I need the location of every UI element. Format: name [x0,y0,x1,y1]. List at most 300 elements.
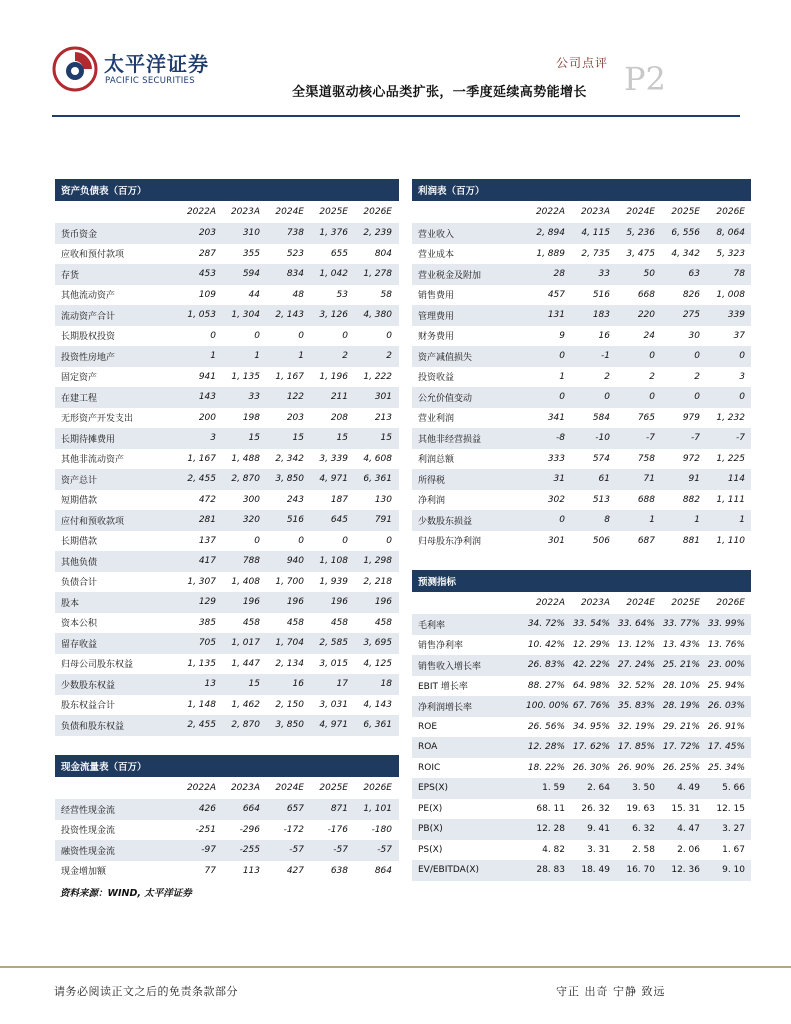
row-value: 979 [682,412,700,423]
logo-text-cn: 太平洋证券 [104,52,209,76]
table-row [55,674,399,695]
table-row [55,346,399,367]
row-label: ROE [418,721,438,732]
row-value: 1, 108 [319,556,348,567]
row-value: 882 [682,494,700,505]
row-label: 营业成本 [418,250,455,261]
row-value: 2, 735 [581,248,610,259]
table-row [55,326,399,347]
row-label: 公允价值变动 [418,393,473,404]
row-value: 122 [286,392,304,403]
table-row [412,758,751,779]
table-row [412,408,751,429]
row-value: 941 [198,371,216,382]
row-value: -1 [601,351,610,362]
table-row [412,860,751,881]
row-value: 13. 76% [707,639,745,650]
row-value: 1, 135 [187,658,216,669]
row-value: 12. 15 [716,803,745,814]
row-value: 513 [592,494,610,505]
row-label: 资产总计 [61,475,98,486]
table-row [412,285,751,306]
row-value: 3, 031 [319,699,348,710]
row-label: ROA [418,742,438,753]
row-value: -8 [556,433,565,444]
table-row [412,635,751,656]
row-value: 26. 83% [527,660,565,671]
table-row [55,613,399,634]
row-value: 1, 225 [716,453,745,464]
row-value: 2, 218 [363,576,392,587]
row-value: 18 [380,679,392,690]
row-value: 2 [694,371,700,382]
row-value: 114 [727,474,745,485]
row-value: 881 [682,535,700,546]
row-value: 13. 12% [617,639,655,650]
row-value: 33. 64% [617,619,655,630]
table-row [55,592,399,613]
row-value: 427 [286,865,304,876]
row-value: 1, 008 [716,289,745,300]
row-value: 25. 21% [662,660,700,671]
row-value: -296 [239,824,260,835]
row-label: 其他流动资产 [61,291,116,302]
row-value: 2, 894 [536,228,565,239]
year-header-row [55,201,399,223]
table-title: 资产负债表（百万） [55,179,399,201]
table-row [55,223,399,244]
row-value: 301 [547,535,565,546]
row-value: 758 [637,453,655,464]
row-value: -251 [195,824,216,835]
year-header: 2025E [319,783,348,793]
row-label: 无形资产开发支出 [61,414,134,425]
row-value: 203 [286,412,304,423]
table-row [55,408,399,429]
pacific-logo-icon [52,46,98,92]
row-value: 28. 19% [662,701,700,712]
row-value: 3, 850 [275,720,304,731]
row-value: 655 [330,248,348,259]
row-value: 6, 556 [671,228,700,239]
row-value: 17. 45% [707,742,745,753]
row-value: 574 [592,453,610,464]
row-value: 203 [198,228,216,239]
row-value: 88. 27% [527,680,565,691]
row-value: 213 [374,412,392,423]
row-value: -10 [595,433,610,444]
row-label: 长期待摊费用 [61,434,116,445]
row-value: 1. 67 [722,844,745,855]
table-row [412,737,751,758]
row-value: 220 [637,310,655,321]
row-value: 788 [242,556,260,567]
row-value: 16 [292,679,304,690]
table-row [55,428,399,449]
cash-flow-table [55,755,399,881]
row-value: 1, 304 [231,310,260,321]
table-row [55,367,399,388]
row-value: 3. 31 [587,844,610,855]
row-value: 13 [204,679,216,690]
row-value: 6. 32 [632,824,655,835]
row-value: 0 [342,535,348,546]
row-value: 1, 307 [187,576,216,587]
row-value: 18. 49 [581,865,610,876]
row-value: 29. 21% [662,721,700,732]
row-value: 12. 28 [536,824,565,835]
row-value: 17 [336,679,348,690]
row-value: 458 [242,617,260,628]
table-row [55,820,399,841]
row-label: 现金增加额 [61,867,107,878]
row-value: 0 [298,330,304,341]
report-headline: 全渠道驱动核心品类扩张，一季度延续高势能增长 [292,85,587,100]
row-value: 42. 22% [572,660,610,671]
row-value: 35. 83% [617,701,655,712]
table-row [55,861,399,882]
row-value: 77 [204,865,216,876]
page-number: P2 [624,60,666,98]
row-value: 458 [286,617,304,628]
table-row [55,449,399,470]
row-value: 2, 870 [231,474,260,485]
row-value: 3, 339 [319,453,348,464]
row-label: 投资收益 [418,373,455,384]
year-header-row [55,777,399,799]
row-value: 310 [242,228,260,239]
row-label: 投资性房地产 [61,352,116,363]
row-value: 130 [374,494,392,505]
row-value: 791 [374,515,392,526]
row-value: 301 [374,392,392,403]
row-value: 2, 585 [319,638,348,649]
row-value: 33. 99% [707,619,745,630]
table-row [412,510,751,531]
table-row [55,510,399,531]
row-value: 1, 017 [231,638,260,649]
row-value: 1, 101 [363,804,392,815]
row-label: 净利润 [418,496,446,507]
row-value: -57 [377,845,392,856]
row-value: 61 [598,474,610,485]
table-row [412,326,751,347]
row-value: -97 [201,845,216,856]
row-label: EV/EBITDA(X) [418,865,480,876]
row-value: 320 [242,515,260,526]
row-label: 流动资产合计 [61,311,116,322]
row-label: 销售收入增长率 [418,661,482,672]
row-value: 0 [298,535,304,546]
table-row [412,655,751,676]
row-label: 营业税金及附加 [418,270,482,281]
row-value: 26. 03% [707,701,745,712]
row-value: 0 [386,330,392,341]
row-value: 6, 361 [363,720,392,731]
row-value: 3, 015 [319,658,348,669]
row-value: 1. 59 [542,783,565,794]
row-value: 302 [547,494,565,505]
row-value: -176 [327,824,348,835]
row-value: 109 [198,289,216,300]
year-header: 2022A [535,207,565,217]
row-value: 1, 408 [231,576,260,587]
row-value: 1 [210,351,216,362]
row-value: 2. 06 [677,844,700,855]
row-value: 26. 30% [572,762,610,773]
year-header: 2023A [580,598,610,608]
table-row [55,531,399,552]
row-value: 3. 50 [632,783,655,794]
document-type: 公司点评 [556,56,609,70]
table-row [412,387,751,408]
row-value: 1 [298,351,304,362]
row-value: 1, 447 [231,658,260,669]
row-label: 毛利率 [418,620,446,631]
row-value: 765 [637,412,655,423]
table-row [412,428,751,449]
row-value: 48 [292,289,304,300]
year-header: 2024E [275,207,304,217]
row-value: 28 [553,269,565,280]
row-value: 4, 115 [581,228,610,239]
year-header: 2025E [671,598,700,608]
year-header: 2026E [716,207,745,217]
row-label: 利润总额 [418,455,455,466]
row-value: 1, 053 [187,310,216,321]
row-value: 2 [342,351,348,362]
row-value: 1, 110 [716,535,745,546]
row-value: 2, 342 [275,453,304,464]
row-label: 资产减值损失 [418,352,473,363]
row-value: 453 [198,269,216,280]
row-value: -7 [736,433,745,444]
row-value: 9. 10 [722,865,745,876]
row-value: 871 [330,804,348,815]
row-value: 355 [242,248,260,259]
row-value: 584 [592,412,610,423]
row-value: 516 [592,289,610,300]
row-label: 货币资金 [61,229,98,240]
row-value: 198 [242,412,260,423]
row-label: 投资性现金流 [61,826,116,837]
table-row [412,614,751,635]
table-row [55,715,399,736]
table-row [412,490,751,511]
table-row [412,819,751,840]
row-value: 33 [248,392,260,403]
row-value: 3 [739,371,745,382]
table-row [55,469,399,490]
row-value: 738 [286,228,304,239]
row-value: 12. 36 [671,865,700,876]
row-value: -7 [646,433,655,444]
row-label: 应收和预付款项 [61,250,125,261]
year-header-row [412,201,751,223]
row-value: 17. 72% [662,742,700,753]
table-row [412,305,751,326]
row-value: 0 [694,392,700,403]
row-value: 1, 196 [319,371,348,382]
row-value: 53 [336,289,348,300]
row-label: 少数股东权益 [61,680,116,691]
row-value: 0 [649,392,655,403]
table-row [55,840,399,861]
row-value: 31 [553,474,565,485]
row-value: 472 [198,494,216,505]
row-value: 0 [739,392,745,403]
row-value: 26. 56% [527,721,565,732]
row-label: 其他非流动资产 [61,455,125,466]
row-value: 1, 222 [363,371,392,382]
row-label: 销售费用 [418,291,455,302]
row-label: 净利润增长率 [418,702,473,713]
row-value: 3. 27 [722,824,745,835]
row-value: 333 [547,453,565,464]
table-row [55,244,399,265]
row-label: 长期借款 [61,537,98,548]
row-label: 少数股东损益 [418,516,473,527]
row-value: 91 [688,474,700,485]
row-value: 8, 064 [716,228,745,239]
row-value: 2. 64 [587,783,610,794]
row-label: 股本 [61,598,80,609]
row-value: 0 [559,392,565,403]
row-value: 25. 34% [707,762,745,773]
row-value: 30 [688,330,700,341]
row-value: 211 [330,392,348,403]
table-row [412,264,751,285]
row-value: 1, 135 [231,371,260,382]
row-value: 6, 361 [363,474,392,485]
row-value: 834 [286,269,304,280]
row-value: 13. 43% [662,639,700,650]
table-row [412,223,751,244]
row-value: 5, 323 [716,248,745,259]
table-row [412,531,751,552]
row-value: 1, 939 [319,576,348,587]
row-label: 长期股权投资 [61,332,116,343]
row-label: 融资性现金流 [61,846,116,857]
row-value: -180 [371,824,392,835]
row-value: 2, 143 [275,310,304,321]
row-value: 458 [330,617,348,628]
row-value: 1, 889 [536,248,565,259]
row-label: 应付和预收款项 [61,516,125,527]
row-value: 44 [248,289,260,300]
row-value: 2, 455 [187,474,216,485]
year-header: 2022A [186,783,216,793]
company-motto: 守正 出奇 宁静 致远 [556,985,666,998]
row-value: 196 [374,597,392,608]
year-header: 2022A [186,207,216,217]
table-title: 利润表（百万） [412,179,751,201]
row-value: 18. 22% [527,762,565,773]
row-value: 143 [198,392,216,403]
row-value: 2 [649,371,655,382]
row-value: 17. 85% [617,742,655,753]
row-value: -172 [283,824,304,835]
row-value: 78 [733,269,745,280]
row-value: 196 [242,597,260,608]
row-value: 33. 77% [662,619,700,630]
row-value: 137 [198,535,216,546]
row-value: 1 [254,351,260,362]
row-value: 71 [643,474,655,485]
row-value: 8 [604,515,610,526]
row-value: 0 [254,330,260,341]
row-value: 129 [198,597,216,608]
row-value: -57 [289,845,304,856]
row-value: 3 [210,433,216,444]
logo-text-en: PACIFIC SECURITIES [105,76,195,86]
year-header: 2025E [671,207,700,217]
row-value: 208 [330,412,348,423]
row-value: 0 [386,535,392,546]
row-value: 113 [242,865,260,876]
row-value: 24 [643,330,655,341]
row-value: -255 [239,845,260,856]
row-value: 2. 58 [632,844,655,855]
row-value: 9 [559,330,565,341]
row-value: 705 [198,638,216,649]
row-value: 645 [330,515,348,526]
row-value: 34. 95% [572,721,610,732]
table-row [55,285,399,306]
table-row [412,840,751,861]
row-value: 32. 52% [617,680,655,691]
row-value: 187 [330,494,348,505]
table-row [412,778,751,799]
table-row [55,572,399,593]
table-row [412,717,751,738]
row-value: 281 [198,515,216,526]
row-value: 940 [286,556,304,567]
row-value: 26. 91% [707,721,745,732]
row-value: 1 [739,515,745,526]
row-label: 固定资产 [61,373,98,384]
row-value: 2 [386,351,392,362]
row-value: 33 [598,269,610,280]
row-value: 4, 125 [363,658,392,669]
row-value: 196 [286,597,304,608]
row-label: 留存收益 [61,639,98,650]
row-value: 516 [286,515,304,526]
row-value: 25. 94% [707,680,745,691]
forecast-indicators-table [412,570,751,881]
row-value: 1 [649,515,655,526]
row-label: PE(X) [418,803,443,814]
row-value: 4. 82 [542,844,565,855]
table-row [55,490,399,511]
row-value: 183 [592,310,610,321]
row-value: 34. 72% [527,619,565,630]
row-value: 5, 236 [626,228,655,239]
row-value: 26. 25% [662,762,700,773]
row-value: 1, 700 [275,576,304,587]
row-value: 972 [682,453,700,464]
row-value: 68. 11 [536,803,565,814]
row-value: 2, 455 [187,720,216,731]
row-value: 1, 298 [363,556,392,567]
income-statement-table [412,179,751,551]
row-label: 管理费用 [418,311,455,322]
row-label: 归母股东净利润 [418,537,482,548]
row-value: 1 [694,515,700,526]
row-value: 687 [637,535,655,546]
table-row [55,305,399,326]
row-value: 0 [739,351,745,362]
